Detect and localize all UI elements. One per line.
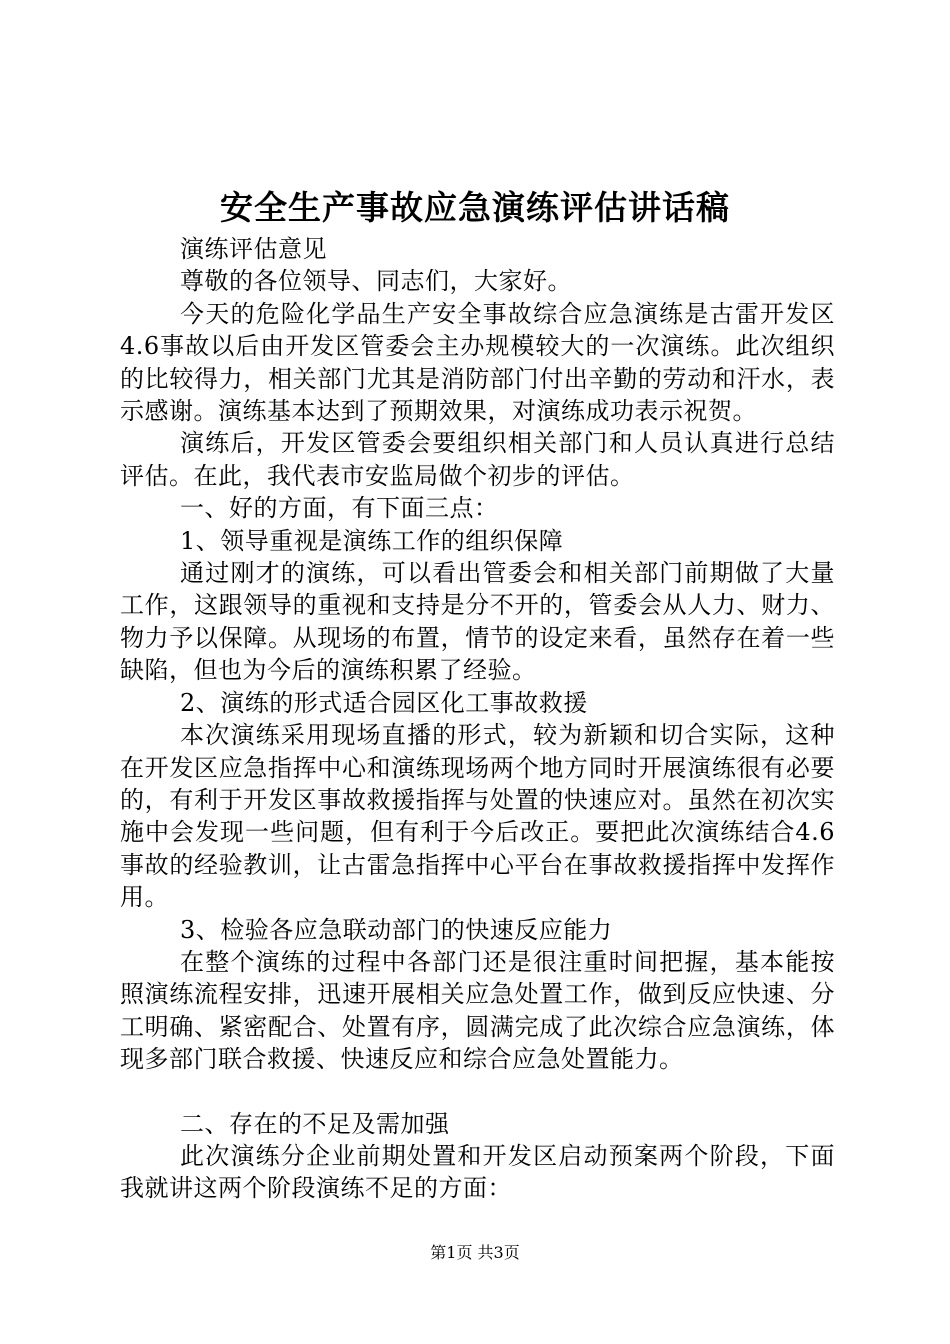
point-body-2: 本次演练采用现场直播的形式，较为新颖和切合实际，这种在开发区应急指挥中心和演练现场两个地方同时开展演练很有必要的，有利于开发区事故救援指挥与处置的快速应对。虽然在初次实施中会发现一些问题，但有利于今后改正。要把此次演练结合4.6事故的经验教训，让古雷急指挥中心平台在事故救援指挥中发挥作用。 xyxy=(120,721,835,912)
document-body xyxy=(120,233,835,1205)
paragraph-greeting: 尊敬的各位领导、同志们，大家好。 xyxy=(180,267,572,296)
point-heading-2: 2、演练的形式适合园区化工事故救援 xyxy=(180,688,588,717)
page-footer: 第1页 共3页 xyxy=(430,1243,520,1262)
paragraph-intro: 今天的危险化学品生产安全事故综合应急演练是古雷开发区4.6事故以后由开发区管委会主办规模较大的一次演练。此次组织的比较得力，相关部门尤其是消防部门付出辛勤的劳动和汗水，表示感谢。演练基本达到了预期效果，对演练成功表示祝贺。 xyxy=(120,299,835,426)
section-heading-shortcomings: 二、存在的不足及需加强 xyxy=(180,1109,450,1138)
paragraph-summary: 演练后，开发区管委会要组织相关部门和人员认真进行总结评估。在此，我代表市安监局做个初步的评估。 xyxy=(120,429,835,490)
point-body-1: 通过刚才的演练，可以看出管委会和相关部门前期做了大量工作，这跟领导的重视和支持是分不开的，管委会从人力、财力、物力予以保障。从现场的布置，情节的设定来看，虽然存在着一些缺陷，但也为今后的演练积累了经验。 xyxy=(120,559,835,685)
point-heading-3: 3、检验各应急联动部门的快速反应能力 xyxy=(180,915,613,944)
section-heading-good: 一、好的方面，有下面三点： xyxy=(180,494,499,523)
point-heading-1: 1、领导重视是演练工作的组织保障 xyxy=(180,526,564,555)
document-title: 安全生产事故应急演练评估讲话稿 xyxy=(220,188,730,227)
paragraph-heading: 演练评估意见 xyxy=(180,235,327,263)
paragraph-shortcomings: 此次演练分企业前期处置和开发区启动预案两个阶段，下面我就讲这两个阶段演练不足的方面： xyxy=(120,1141,835,1203)
point-body-3: 在整个演练的过程中各部门还是很注重时间把握，基本能按照演练流程安排，迅速开展相关应急处置工作，做到反应快速、分工明确、紧密配合、处置有序，圆满完成了此次综合应急演练，体现多部门联合救援、快速反应和综合应急处置能力。 xyxy=(120,947,835,1074)
